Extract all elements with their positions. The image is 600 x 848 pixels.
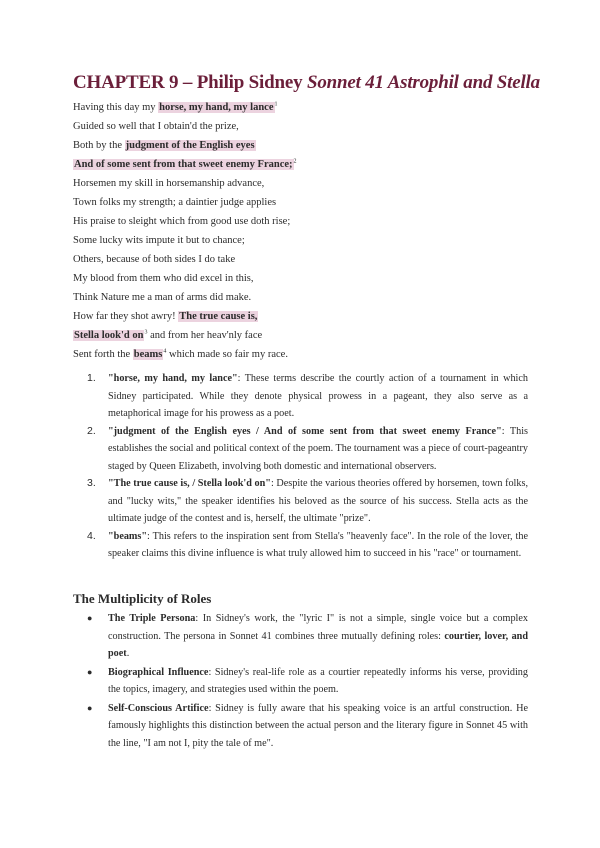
- footnote-ref: 2: [293, 158, 297, 165]
- footnote-ref: 1: [274, 101, 278, 108]
- footnote-text: : This establishes the social and political context of the poem. The tournament was a piece of court-pageantry staged by Queen Elizabeth, involving both domestic and international observers.: [108, 425, 528, 472]
- footnote-item: [73, 528, 528, 563]
- bullet-item: ● The Triple Persona: In Sidney's work, the "lyric I" is not a simple, single voice but a complex construction. The persona in Sonnet 41 combines three mutually defining roles: courtier, lover, and poet.: [73, 610, 528, 663]
- bullet-emphasis: courtier, lover, and poet: [108, 630, 528, 659]
- chapter-heading-italic: Sonnet 41 Astrophil and Stella: [306, 72, 540, 93]
- footnote-item: [73, 423, 528, 476]
- poem-line: Some lucky wits impute it but to chance;: [73, 235, 245, 246]
- footnote-term: "beams": [108, 530, 148, 542]
- bullet-item: [73, 700, 528, 753]
- footnote-number: 4.: [87, 529, 96, 542]
- poem-line: Stella look'd $on^3$ and from her heav'nly face: [74, 329, 263, 341]
- bullet-text: : Sidney is fully aware that his speaking voice is an artful construction. He famously highlights this distinction between the actual person and the literary figure in Sonnet 45 with the line, "I am not I, pity the tale of me".: [108, 702, 528, 749]
- poem-line: Sent forth the beams$^4$ which made so fair my race.: [73, 348, 288, 360]
- footnote-ref: 3: [144, 329, 148, 336]
- bullet-text: : Sidney's real-life role as a courtier repeatedly informs his verse, providing the topics, imagery, and strategies used within the poem.: [108, 666, 528, 695]
- footnote-term: "The true cause is, / Stella look'd on": [108, 478, 271, 489]
- footnote-number: 2.: [87, 424, 96, 437]
- bullet-term: Biographical Influence: [108, 666, 209, 678]
- highlighted-phrase: horse, my hand, my lance: [159, 102, 274, 113]
- poem: [73, 98, 297, 364]
- bullet-icon: ●: [87, 666, 93, 677]
- highlighted-phrase: The true cause is,: [179, 311, 258, 322]
- footnote-text: : Despite the various theories offered by horsemen, town folks, and "lucky wits," the speaker identifies his beloved as the source of his success. Stella acts as the ultimate judge of the contest and is, herself, the ultimate "prize".: [108, 478, 528, 524]
- footnote-text: : This refers to the inspiration sent from Stella's "heavenly face". In the role of the lover, the speaker claims this divine influence is what truly allowed him to succeed in his "race" or tournament.: [108, 530, 528, 559]
- highlighted-phrase: Stella look'd on: [74, 330, 144, 341]
- highlighted-phrase: And of some sent from that sweet enemy France;: [74, 159, 293, 170]
- poem-line: Guided so well that I obtain'd the prize,: [73, 121, 239, 132]
- highlighted-phrase: beams: [133, 349, 163, 360]
- poem-line: His praise to sleight which from good use doth rise;: [73, 216, 291, 227]
- footnote-term: "horse, my hand, my lance": [108, 373, 238, 384]
- poem-line: My blood from them who did excel in this,: [73, 273, 254, 284]
- footnote-item: [73, 475, 528, 528]
- poem-line: Horsemen my skill in horsemanship advance,: [73, 178, 265, 189]
- chapter-title: [73, 72, 540, 94]
- bullet-term: The Triple Persona: [108, 613, 196, 624]
- footnote-term: "judgment of the English eyes / And of some sent from that sweet enemy France": [108, 425, 502, 437]
- poem-line: How far they shot awry! The true cause is,: [73, 311, 258, 322]
- poem-line: Both by the judgment of the English eyes: [73, 140, 255, 151]
- bullet-text: : In Sidney's work, the "lyric I" is not a simple, single voice but a complex construction. The persona in Sonnet 41 combines three mutually defining roles:: [108, 613, 528, 642]
- chapter-heading: CHAPTER 9 – Philip Sidney: [73, 72, 303, 93]
- section-heading: The Multiplicity of Roles: [73, 591, 212, 606]
- footnote-number: 3.: [87, 477, 96, 489]
- poem-line: Think Nature me a man of arms did make.: [73, 292, 252, 303]
- bullet-icon: ●: [87, 702, 93, 713]
- footnote-ref: 4: [163, 348, 167, 355]
- highlighted-phrase: judgment of the English eyes: [125, 140, 255, 151]
- footnote-text: : These terms describe the courtly action of a tournament in which Sidney participated. While they denote physical prowess in a pageant, they also serve as a metaphorical image for his prowess as a poet.: [108, 373, 528, 419]
- poem-line: [73, 155, 297, 174]
- bullet-item: [73, 664, 528, 699]
- footnote-item: [73, 370, 528, 423]
- poem-line: Having this day my horse, my hand, my lance$^1$: [73, 101, 278, 113]
- poem-line: Others, because of both sides I do take: [73, 254, 236, 265]
- bullet-list: [73, 610, 528, 753]
- bullet-term: Self-Conscious Artifice: [108, 702, 209, 714]
- footnotes-list: [73, 370, 528, 563]
- poem-line: Town folks my strength; a daintier judge applies: [73, 197, 277, 208]
- footnote-number: 1.: [87, 372, 96, 384]
- bullet-icon: ●: [87, 613, 93, 623]
